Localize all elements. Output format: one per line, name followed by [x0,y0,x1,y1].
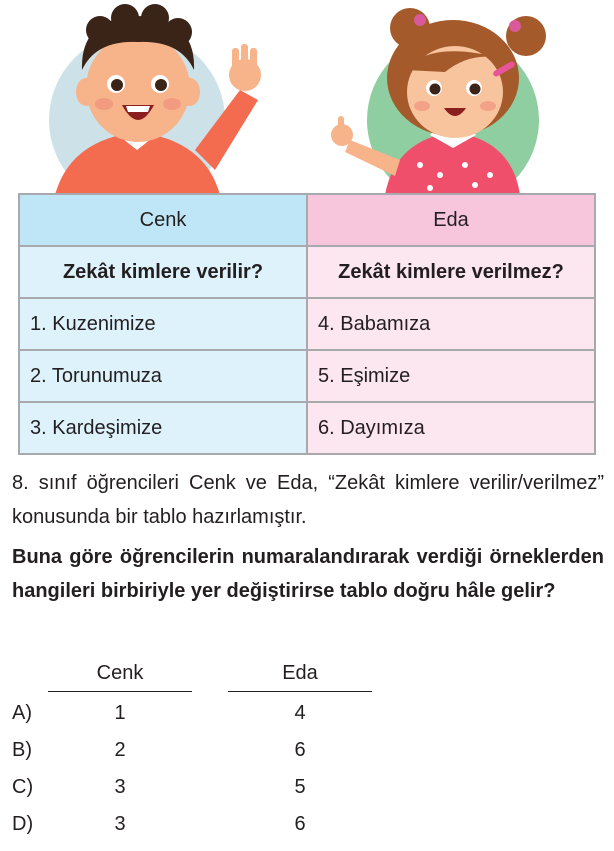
eda-item: 4. Babamıza [307,298,595,350]
option-letter: B) [12,739,32,761]
option-eda-value: 5 [294,776,306,798]
children-illustration [0,0,614,195]
answer-col-cenk: Cenk [48,662,192,692]
option-cenk-value: 2 [114,739,126,761]
question-prompt: Buna göre öğrencilerin numaralandırarak verdiği örneklerden hangileri birbiriyle yer değiştirirse tablo doğru hâle gelir? [12,546,604,602]
cenk-item: 3. Kardeşimize [19,402,307,454]
table-question-row [19,246,595,298]
table-header-row [19,194,595,246]
cenk-item: 2. Torunumuza [19,350,307,402]
answer-option-d[interactable] [12,809,412,846]
zekat-table [18,193,596,455]
option-eda-value: 4 [294,702,306,724]
option-letter: D) [12,813,34,835]
question-block [12,466,604,608]
question-intro: 8. sınıf öğrencileri Cenk ve Eda, “Zekât kimlere verilir/verilmez” konusunda bir tablo hazırlamıştır. [12,472,604,528]
girl-eda-illustration [331,8,546,195]
eda-header: Eda [307,194,595,246]
cenk-item: 1. Kuzenimize [19,298,307,350]
eda-question: Zekât kimlere verilmez? [307,246,595,298]
option-cenk-value: 3 [114,813,126,835]
table-row [19,298,595,350]
answer-options [12,662,412,846]
answer-option-b[interactable] [12,735,412,772]
cenk-question: Zekât kimlere verilir? [19,246,307,298]
table-row [19,350,595,402]
option-eda-value: 6 [294,813,306,835]
eda-item: 5. Eşimize [307,350,595,402]
answer-col-eda: Eda [228,662,372,692]
option-letter: A) [12,702,32,724]
cenk-header: Cenk [19,194,307,246]
answer-column-headers [12,662,412,698]
option-cenk-value: 3 [114,776,126,798]
option-letter: C) [12,776,34,798]
answer-option-c[interactable] [12,772,412,809]
table-row [19,402,595,454]
eda-item: 6. Dayımıza [307,402,595,454]
option-eda-value: 6 [294,739,306,761]
option-cenk-value: 1 [114,702,126,724]
answer-option-a[interactable] [12,698,412,735]
boy-cenk-illustration [49,4,261,195]
